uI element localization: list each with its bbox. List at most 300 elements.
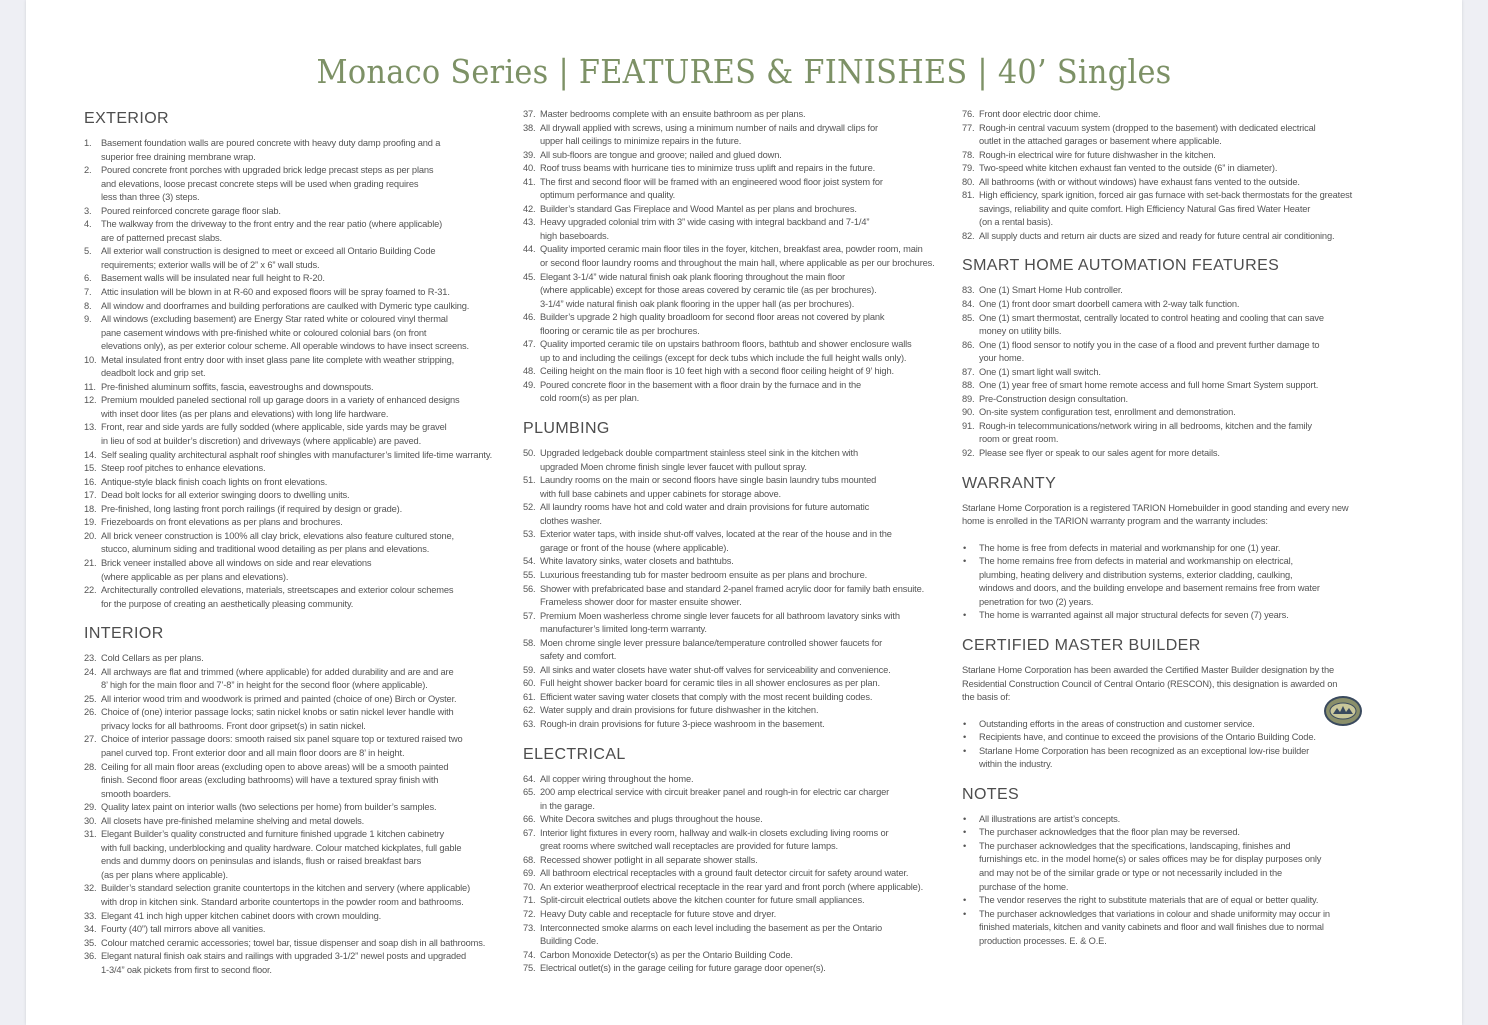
item-text: All exterior wall construction is designed to meet or exceed all Ontario Building Code requirements; exterior walls will be of 2” x 6” wall studs. (101, 246, 436, 270)
list-item (523, 881, 951, 895)
item-number: 60. (523, 678, 536, 689)
item-text: Split-circuit electrical outlets above the kitchen counter for future small appliances. (540, 895, 865, 906)
item-text: On-site system configuration test, enrollment and demonstration. (979, 407, 1236, 418)
list-item (523, 379, 951, 406)
list-item (523, 922, 951, 949)
list-item (523, 813, 951, 827)
item-text: Colour matched ceramic accessories; towel bar, tissue dispenser and soap dish in all bathrooms. (101, 937, 486, 948)
list-item (84, 733, 508, 760)
item-number: 65. (523, 787, 536, 798)
section-exterior (84, 110, 508, 611)
item-text: Moen chrome single lever pressure balance/temperature controlled shower faucets for safety and comfort. (540, 637, 883, 662)
item-number: 2. (84, 165, 92, 176)
item-number: 34. (84, 924, 97, 935)
item-text: Master bedrooms complete with an ensuite bathroom as per plans. (540, 109, 806, 119)
item-text: Rough-in central vacuum system (dropped to the basement) with dedicated electrical outlet in the attached garages or basement where applicable. (979, 122, 1316, 147)
item-number: 70. (523, 881, 536, 892)
item-text: Architecturally controlled elevations, materials, streetscapes and exterior colour schemes for the purpose of creating an aesthetically pleasing community. (101, 585, 454, 609)
item-text: All drywall applied with screws, using a minimum number of nails and drywall clips for upper hall ceilings to minimize repairs in the future. (540, 122, 878, 147)
list-item (523, 664, 951, 678)
item-number: 51. (523, 475, 536, 486)
bullet-icon: • (963, 813, 967, 824)
item-text: Brick veneer installed above all windows on side and rear elevations (where applicable as per plans and elevations). (101, 557, 372, 582)
item-number: 16. (84, 476, 97, 487)
list-item (523, 474, 951, 501)
item-text: Ceiling for all main floor areas (excluding open to above areas) will be a smooth painted finish. Second floor areas (excluding bathrooms) will have a textured spray finish with smooth boarders. (101, 761, 449, 799)
item-text: Interior light fixtures in every room, hallway and walk-in closets excluding living rooms or great rooms where switched wall receptacles are provided for future lamps. (540, 827, 889, 852)
list-item (84, 354, 508, 381)
item-text: Efficient water saving water closets that comply with the most recent building codes. (540, 691, 873, 702)
list-item (962, 312, 1382, 339)
item-number: 37. (523, 109, 536, 119)
list-item (84, 693, 508, 707)
item-text: Shower with prefabricated base and standard 2-panel framed acrylic door for family bath ensuite. Frameless shower door for master ensuite shower. (540, 583, 925, 608)
section-smart-home (962, 257, 1382, 460)
section-interior (84, 625, 508, 977)
list-item (962, 230, 1382, 244)
list-item (523, 610, 951, 637)
item-text: Builder’s standard selection granite countertops in the kitchen and servery (where applicable) with drop in kitchen sink. Standard arborite countertops in the powder room and bathrooms. (101, 883, 471, 907)
item-text: Elegant 41 inch high upper kitchen cabinet doors with crown moulding. (101, 910, 382, 921)
page-title: Monaco Series | FEATURES & FINISHES | 40’ Singles (316, 52, 1172, 91)
list-item (523, 637, 951, 664)
list-item (962, 420, 1382, 447)
section-heading-notes: NOTES (962, 785, 1020, 803)
bullet-item (962, 908, 1382, 949)
item-text: All copper wiring throughout the home. (540, 773, 694, 784)
item-text: All laundry rooms have hot and cold water and drain provisions for future automatic clothes washer. (540, 502, 870, 526)
item-number: 73. (523, 922, 536, 933)
item-number: 76. (962, 109, 975, 119)
item-number: 64. (523, 773, 536, 784)
item-text: Pre-Construction design consultation. (979, 393, 1128, 404)
list-item (523, 203, 951, 217)
list-item (523, 854, 951, 868)
item-text: Self sealing quality architectural asphalt roof shingles with manufacturer’s limited life-time warranty. (101, 449, 493, 460)
item-number: 38. (523, 122, 536, 133)
list-item (523, 949, 951, 963)
item-text: One (1) year free of smart home remote access and full home Smart System support. (979, 380, 1319, 391)
item-text: Pre-finished, long lasting front porch railings (if required by design or grade). (101, 503, 403, 514)
item-text: Laundry rooms on the main or second floors have single basin laundry tubs mounted with full base cabinets and upper cabinets for storage above. (540, 475, 877, 499)
item-number: 75. (523, 963, 536, 974)
item-text: Please see flyer or speak to our sales agent for more details. (979, 448, 1220, 459)
list-item (84, 137, 508, 164)
list-item (523, 569, 951, 583)
item-text: All archways are flat and trimmed (where applicable) for added durability and are and are 8’ high for the main floor and 7’-8” in height for the second floor (where applicable). (101, 666, 454, 691)
bullet-icon: • (963, 556, 967, 567)
item-number: 15. (84, 463, 97, 474)
item-number: 67. (523, 827, 536, 838)
item-number: 58. (523, 637, 536, 648)
bullet-item (962, 731, 1382, 745)
list-item (523, 718, 951, 732)
item-text: Upgraded ledgeback double compartment stainless steel sink in the kitchen with upgraded Moen chrome finish single lever faucet with pullout spray. (540, 448, 859, 472)
list-item (84, 815, 508, 829)
item-text: Elegant natural finish oak stairs and railings with upgraded 3-1/2” newel posts and upgraded 1-3/4” oak pickets from first to second floor. (101, 951, 467, 975)
section-heading-certified: CERTIFIED MASTER BUILDER (962, 636, 1201, 654)
bullet-icon: • (963, 840, 967, 851)
item-text: Builder’s upgrade 2 high quality broadloom for second floor areas not covered by plank flooring or ceramic tile as per brochures. (540, 312, 885, 336)
item-number: 62. (523, 705, 536, 716)
list-item (962, 149, 1382, 163)
bullet-text: All illustrations are artist’s concepts. (979, 813, 1121, 824)
list-item (84, 272, 508, 286)
item-number: 88. (962, 380, 975, 391)
item-text: Rough-in drain provisions for future 3-piece washroom in the basement. (540, 718, 825, 729)
list-item (523, 162, 951, 176)
item-text: Carbon Monoxide Detector(s) as per the Ontario Building Code. (540, 949, 793, 960)
item-text: An exterior weatherproof electrical receptacle in the rear yard and front porch (where applicable). (540, 881, 924, 892)
item-number: 57. (523, 610, 536, 621)
item-number: 72. (523, 908, 536, 919)
bullet-item (962, 813, 1382, 827)
item-number: 30. (84, 815, 97, 826)
list-item (84, 910, 508, 924)
list-item (84, 923, 508, 937)
item-text: Quality imported ceramic main floor tiles in the foyer, kitchen, breakfast area, powder room, main or second floor laundry rooms and throughout the main hall, where applicable as per our brochures. (540, 244, 935, 269)
item-text: Poured reinforced concrete garage floor slab. (101, 205, 281, 216)
item-number: 39. (523, 149, 536, 160)
bullet-icon: • (963, 895, 967, 906)
item-text: All closets have pre-finished melamine shelving and metal dowels. (101, 815, 365, 826)
item-number: 48. (523, 366, 536, 377)
section-interior-continued (523, 108, 951, 406)
item-number: 10. (84, 354, 97, 365)
item-text: White Decora switches and plugs throughout the house. (540, 814, 763, 825)
item-number: 26. (84, 707, 97, 718)
bullet-text: Outstanding efforts in the areas of construction and customer service. (979, 718, 1255, 729)
list-item (523, 338, 951, 365)
bullet-text: The home is free from defects in material and workmanship for one (1) year. (979, 542, 1281, 553)
section-heading-plumbing: PLUMBING (523, 420, 610, 438)
warranty-intro: Starlane Home Corporation is a registered TARION Homebuilder in good standing and every new home is enrolled in the TARION warranty program and the warranty includes: (962, 502, 1349, 527)
item-text: Poured concrete front porches with upgraded brick ledge precast steps as per plans and elevations, loose precast concrete steps will be used when grading requires less than three (3) steps. (101, 165, 434, 203)
bullet-icon: • (963, 542, 967, 553)
item-text: Steep roof pitches to enhance elevations. (101, 463, 266, 474)
item-text: Dead bolt locks for all exterior swinging doors to dwelling units. (101, 490, 350, 501)
section-notes (962, 786, 1382, 948)
interior-list (84, 652, 508, 977)
item-number: 36. (84, 951, 97, 962)
list-item (962, 176, 1382, 190)
item-number: 42. (523, 203, 536, 214)
item-number: 19. (84, 517, 97, 528)
item-text: Roof truss beams with hurricane ties to minimize truss uplift and repairs in the future. (540, 163, 876, 174)
item-text: Heavy Duty cable and receptacle for future stove and dryer. (540, 908, 777, 919)
item-number: 87. (962, 366, 975, 377)
section-warranty (962, 475, 1382, 623)
list-item (84, 449, 508, 463)
item-text: Interconnected smoke alarms on each level including the basement as per the Ontario Building Code. (540, 922, 883, 947)
item-number: 71. (523, 895, 536, 906)
list-item (962, 284, 1382, 298)
bullet-text: The home remains free from defects in material and workmanship on electrical, plumbing, heating delivery and distribution systems, exterior cladding, caulking, windows and doors, and the building envelope and basement remains free from water penetration for two (2) years. (979, 556, 1320, 607)
bullet-text: Recipients have, and continue to exceed the provisions of the Ontario Building Code. (979, 732, 1316, 743)
item-number: 28. (84, 761, 97, 772)
item-text: Full height shower backer board for ceramic tiles in all shower enclosures as per plan. (540, 678, 880, 689)
item-number: 35. (84, 937, 97, 948)
plumbing-list (523, 447, 951, 731)
item-text: Luxurious freestanding tub for master bedroom ensuite as per plans and brochure. (540, 569, 868, 580)
list-item (84, 476, 508, 490)
item-number: 66. (523, 814, 536, 825)
item-text: All bathroom electrical receptacles with a ground fault detector circuit for safety around water. (540, 868, 909, 879)
item-text: Premium Moen washerless chrome single lever faucets for all bathroom lavatory sinks with manufacturer’s limited long-term warranty. (540, 610, 900, 635)
list-item (523, 773, 951, 787)
item-text: All window and doorframes and building perforations are caulked with Dymeric type caulking. (101, 300, 470, 311)
bullet-icon: • (963, 827, 967, 838)
item-text: Rough-in telecommunications/network wiring in all bedrooms, kitchen and the family room or great room. (979, 420, 1312, 445)
item-number: 13. (84, 422, 97, 433)
item-number: 81. (962, 190, 975, 201)
list-item (523, 149, 951, 163)
smart-home-list (962, 284, 1382, 460)
exterior-list (84, 137, 508, 611)
list-item (84, 557, 508, 584)
item-number: 7. (84, 287, 92, 298)
bullet-item (962, 894, 1382, 908)
electrical-continued-list (962, 108, 1382, 243)
item-number: 5. (84, 246, 92, 257)
list-item (523, 271, 951, 312)
item-number: 52. (523, 502, 536, 513)
list-item (962, 406, 1382, 420)
section-certified (962, 637, 1382, 772)
list-item (962, 189, 1382, 230)
item-text: 200 amp electrical service with circuit breaker panel and rough-in for electric car charger in the garage. (540, 787, 890, 811)
section-heading-exterior: EXTERIOR (84, 110, 169, 127)
item-text: All windows (excluding basement) are Energy Star rated white or coloured vinyl thermal pane casement windows with pre-finished white or coloured colonial bars (on front elevations only), as per exterior colour scheme. All operable windows to have insect screens. (101, 314, 469, 352)
item-number: 44. (523, 244, 536, 255)
list-item (84, 666, 508, 693)
list-item (84, 489, 508, 503)
item-number: 41. (523, 176, 536, 187)
list-item (523, 555, 951, 569)
item-number: 20. (84, 530, 97, 541)
list-item (84, 394, 508, 421)
list-item (523, 243, 951, 270)
item-number: 12. (84, 395, 97, 406)
item-number: 25. (84, 693, 97, 704)
item-text: All supply ducts and return air ducts are sized and ready for future central air conditioning. (979, 230, 1335, 241)
item-number: 79. (962, 163, 975, 174)
bullet-text: The purchaser acknowledges that the floor plan may be reversed. (979, 827, 1240, 838)
list-item (84, 761, 508, 802)
bullet-icon: • (963, 908, 967, 919)
column-left (84, 108, 508, 991)
list-item (84, 516, 508, 530)
list-item (523, 583, 951, 610)
item-text: Cold Cellars as per plans. (101, 653, 204, 664)
list-item (962, 162, 1382, 176)
item-text: Front door electric door chime. (979, 109, 1101, 119)
item-text: The walkway from the driveway to the front entry and the rear patio (where applicable) are of patterned precast slabs. (101, 219, 443, 243)
list-item (962, 379, 1382, 393)
item-number: 69. (523, 868, 536, 879)
item-text: Antique-style black finish coach lights on front elevations. (101, 476, 328, 487)
item-text: Premium moulded paneled sectional roll up garage doors in a variety of enhanced designs with inset door lites (as per plans and elevations) with long life hardware. (101, 395, 460, 419)
section-heading-warranty: WARRANTY (962, 474, 1057, 492)
item-number: 89. (962, 393, 975, 404)
item-number: 31. (84, 829, 97, 840)
list-item (84, 286, 508, 300)
item-text: One (1) front door smart doorbell camera with 2-way talk function. (979, 299, 1240, 310)
item-number: 21. (84, 557, 97, 568)
bullet-text: The purchaser acknowledges that variations in colour and shade uniformity may occur in finished materials, kitchen and vanity cabinets and floor and wall finishes due to normal production processes. E. & O.E. (979, 908, 1330, 946)
item-number: 49. (523, 379, 536, 390)
bullet-text: The home is warranted against all major structural defects for seven (7) years. (979, 610, 1289, 621)
item-number: 17. (84, 490, 97, 501)
item-text: Water supply and drain provisions for future dishwasher in the kitchen. (540, 705, 819, 716)
item-text: All sub-floors are tongue and groove; nailed and glued down. (540, 149, 782, 160)
item-text: White lavatory sinks, water closets and bathtubs. (540, 556, 734, 567)
item-number: 61. (523, 691, 536, 702)
item-text: Pre-finished aluminum soffits, fascia, eavestroughs and downspouts. (101, 381, 374, 392)
item-number: 47. (523, 339, 536, 350)
bullet-icon: • (963, 732, 967, 743)
item-number: 6. (84, 273, 92, 284)
item-number: 1. (84, 138, 92, 148)
list-item (962, 366, 1382, 380)
item-number: 82. (962, 230, 975, 241)
list-item (523, 704, 951, 718)
item-text: Fourty (40”) tall mirrors above all vanities. (101, 924, 266, 935)
bullet-item (962, 840, 1382, 894)
bullet-text: Starlane Home Corporation has been recognized as an exceptional low-rise builder within the industry. (979, 745, 1310, 770)
item-text: All brick veneer construction is 100% all clay brick, elevations also feature cultured stone, stucco, aluminum siding and traditional wood detailing as per plans and elevations. (101, 530, 454, 555)
document-page (26, 0, 1462, 1025)
item-number: 14. (84, 449, 97, 460)
item-text: All sinks and water closets have water shut-off valves for serviceability and convenience. (540, 664, 891, 675)
item-number: 92. (962, 448, 975, 459)
column-right (962, 108, 1382, 962)
item-number: 45. (523, 271, 536, 282)
item-number: 68. (523, 854, 536, 865)
bullet-text: The vendor reserves the right to substitute materials that are of equal or better quality. (979, 895, 1319, 906)
item-number: 4. (84, 219, 92, 230)
electrical-list (523, 773, 951, 976)
item-text: Friezeboards on front elevations as per plans and brochures. (101, 517, 343, 528)
item-number: 85. (962, 312, 975, 323)
item-number: 59. (523, 664, 536, 675)
item-text: The first and second floor will be framed with an engineered wood floor joist system for optimum performance and quality. (540, 176, 883, 201)
item-text: Quality imported ceramic tile on upstairs bathroom floors, bathtub and shower enclosure walls up to and including the ceilings (except for deck tubs which include the full height walls only). (540, 339, 912, 363)
item-number: 50. (523, 448, 536, 459)
bullet-item (962, 609, 1382, 623)
item-number: 33. (84, 910, 97, 921)
bullet-item (962, 542, 1382, 556)
item-text: Builder’s standard Gas Fireplace and Wood Mantel as per plans and brochures. (540, 203, 857, 214)
item-text: Poured concrete floor in the basement with a floor drain by the furnace and in the cold room(s) as per plan. (540, 379, 862, 404)
list-item (84, 164, 508, 205)
list-item (523, 677, 951, 691)
bullet-item (962, 555, 1382, 609)
list-item (523, 908, 951, 922)
item-number: 24. (84, 666, 97, 677)
item-number: 46. (523, 312, 536, 323)
list-item (84, 462, 508, 476)
item-number: 43. (523, 217, 536, 228)
list-item (962, 298, 1382, 312)
bullet-item (962, 745, 1382, 772)
list-item (84, 313, 508, 354)
item-number: 32. (84, 883, 97, 894)
item-text: All bathrooms (with or without windows) have exhaust fans vented to the outside. (979, 176, 1300, 187)
item-number: 9. (84, 314, 92, 325)
list-item (523, 122, 951, 149)
list-item (84, 530, 508, 557)
section-plumbing (523, 420, 951, 731)
item-number: 56. (523, 583, 536, 594)
list-item (523, 216, 951, 243)
item-number: 83. (962, 285, 975, 296)
item-text: Basement foundation walls are poured concrete with heavy duty damp proofing and a superior free draining membrane wrap. (101, 138, 441, 162)
item-text: Recessed shower potlight in all separate shower stalls. (540, 854, 758, 865)
section-electrical (523, 746, 951, 976)
list-item (962, 393, 1382, 407)
list-item (84, 652, 508, 666)
item-text: Basement walls will be insulated near full height to R-20. (101, 273, 325, 284)
item-number: 74. (523, 949, 536, 960)
item-text: One (1) flood sensor to notify you in the case of a flood and prevent further damage to your home. (979, 339, 1320, 364)
list-item (84, 828, 508, 882)
bullet-text: The purchaser acknowledges that the specifications, landscaping, finishes and furnishings etc. in the model home(s) or sales offices may be for display purposes only and may not be of the similar grade or type or not necessarily included in the purchase of the home. (979, 840, 1322, 892)
list-item (84, 218, 508, 245)
list-item (84, 584, 508, 611)
item-text: High efficiency, spark ignition, forced air gas furnace with set-back thermostats for the greatest savings, reliability and quite comfort. High Efficiency Natural Gas fired Water Heater (on a rental basis). (979, 190, 1353, 228)
item-number: 86. (962, 339, 975, 350)
column-middle (523, 108, 951, 990)
list-item (84, 300, 508, 314)
list-item (84, 421, 508, 448)
item-text: Two-speed white kitchen exhaust fan vented to the outside (6” in diameter). (979, 163, 1278, 174)
item-text: All interior wood trim and woodwork is primed and painted (choice of one) Birch or Oyster. (101, 693, 457, 704)
item-text: Elegant Builder’s quality constructed and furniture finished upgrade 1 kitchen cabinetry with full backing, underblocking and quality hardware. Colour matched kickplates, full gable ends and dummy doors on peninsulas and islands, flush or raised breakfast bars (as per plans where applicable). (101, 829, 462, 880)
list-item (962, 122, 1382, 149)
list-item (84, 937, 508, 951)
list-item (84, 950, 508, 977)
list-item (523, 108, 951, 122)
item-number: 78. (962, 149, 975, 160)
section-heading-electrical: ELECTRICAL (523, 745, 626, 763)
item-text: Electrical outlet(s) in the garage ceiling for future garage door opener(s). (540, 963, 826, 974)
item-number: 22. (84, 585, 97, 596)
list-item (84, 882, 508, 909)
item-number: 11. (84, 381, 96, 392)
item-number: 18. (84, 503, 97, 514)
list-item (523, 501, 951, 528)
list-item (962, 108, 1382, 122)
list-item (962, 339, 1382, 366)
item-text: Choice of (one) interior passage locks; satin nickel knobs or satin nickel lever handle with privacy locks for all bathrooms. Front door gripset(s) in satin nickel. (101, 707, 454, 731)
item-number: 77. (962, 122, 975, 133)
section-heading-interior: INTERIOR (84, 625, 164, 643)
section-electrical-continued (962, 108, 1382, 243)
list-item (84, 381, 508, 395)
item-number: 40. (523, 163, 536, 174)
item-number: 55. (523, 569, 536, 580)
list-item (84, 801, 508, 815)
list-item (523, 311, 951, 338)
item-text: Quality latex paint on interior walls (two selections per home) from builder’s samples. (101, 802, 437, 813)
item-text: Choice of interior passage doors: smooth raised six panel square top or textured raised two panel curved top. Front exterior door and all main floor doors are 8’ in height. (101, 734, 463, 758)
item-number: 3. (84, 205, 92, 216)
list-item (523, 528, 951, 555)
item-text: One (1) Smart Home Hub controller. (979, 285, 1123, 296)
item-text: One (1) smart light wall switch. (979, 366, 1101, 377)
section-heading-smart-home: SMART HOME AUTOMATION FEATURES (962, 257, 1280, 275)
